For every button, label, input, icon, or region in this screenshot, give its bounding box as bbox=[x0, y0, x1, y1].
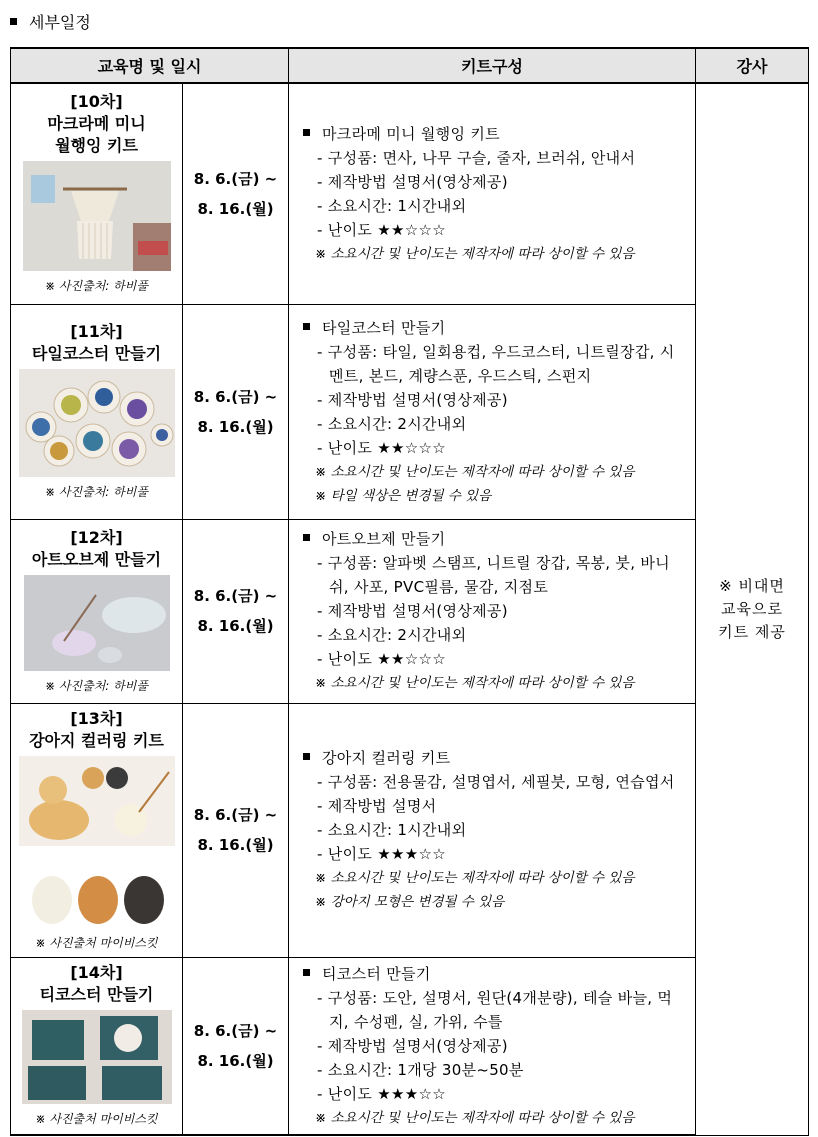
kit-item: - 소요시간: 1개당 30분~50분 bbox=[317, 1060, 524, 1079]
photo-credit: ※ 사진출처 마이비스킷 bbox=[35, 935, 158, 950]
name-cell bbox=[11, 83, 183, 304]
kit-note: ※ 소요시간 및 난이도는 제작자에 따라 상이할 수 있음 bbox=[315, 870, 635, 886]
date-end: 8. 16.(월) bbox=[197, 199, 274, 218]
table-header-row bbox=[11, 48, 809, 83]
header-kit: 키트구성 bbox=[289, 48, 696, 83]
date-start: 8. 6.(금) ~ bbox=[193, 587, 278, 605]
date-cell bbox=[183, 957, 289, 1135]
table-row bbox=[11, 957, 809, 1135]
square-bullet-icon bbox=[303, 129, 310, 136]
instructor-cell bbox=[696, 83, 809, 1135]
kit-item: - 소요시간: 1시간내외 bbox=[317, 821, 467, 839]
kit-item: - 난이도 ★★☆☆☆ bbox=[317, 220, 446, 239]
photo-credit: ※ 사진출처: 하비풀 bbox=[45, 485, 148, 499]
course-name-line: 마크라메 미니 bbox=[47, 114, 146, 134]
name-cell bbox=[11, 304, 183, 519]
kit-cell bbox=[289, 519, 696, 703]
session-label: [10차] bbox=[70, 92, 123, 112]
kit-item: - 난이도 ★★☆☆☆ bbox=[317, 650, 446, 668]
kit-cell bbox=[289, 83, 696, 304]
kit-item: - 구성품: 면사, 나무 구슬, 줄자, 브러쉬, 안내서 bbox=[317, 148, 636, 167]
kit-title: 타일코스터 만들기 bbox=[303, 316, 689, 340]
art-objet-photo bbox=[24, 575, 170, 671]
square-bullet-icon bbox=[303, 969, 310, 976]
tile-coaster-photo bbox=[19, 369, 175, 477]
session-label: [14차] bbox=[70, 963, 123, 983]
instructor-line: ※ 비대면 bbox=[719, 576, 785, 595]
kit-item: - 제작방법 설명서(영상제공) bbox=[317, 1036, 508, 1055]
course-name-line: 월행잉 키트 bbox=[55, 136, 138, 156]
puppy-figures-photo bbox=[24, 854, 170, 928]
kit-item: - 제작방법 설명서(영상제공) bbox=[317, 390, 508, 409]
schedule-table bbox=[10, 47, 809, 1136]
kit-cell bbox=[289, 703, 696, 957]
course-name-line: 강아지 컬러링 키트 bbox=[29, 730, 164, 750]
session-label: [11차] bbox=[70, 322, 123, 341]
kit-item: - 제작방법 설명서 bbox=[317, 797, 437, 815]
puppy-coloring-photo bbox=[19, 756, 175, 846]
date-cell bbox=[183, 519, 289, 703]
date-end: 8. 16.(월) bbox=[197, 1051, 274, 1070]
kit-title: 강아지 컬러링 키트 bbox=[303, 746, 689, 770]
photo-credit: ※ 사진출처 마이비스킷 bbox=[35, 1112, 158, 1127]
instructor-line: 교육으로 bbox=[721, 599, 783, 618]
kit-item: - 구성품: 도안, 설명서, 원단(4개분량), 테슬 바늘, 먹지, 수성펜, 실, 가위, 수틀 bbox=[317, 988, 673, 1031]
square-bullet-icon bbox=[303, 323, 310, 330]
kit-title: 아트오브제 만들기 bbox=[303, 527, 689, 551]
date-cell bbox=[183, 83, 289, 304]
kit-note: ※ 소요시간 및 난이도는 제작자에 따라 상이할 수 있음 bbox=[315, 245, 635, 262]
kit-item: - 구성품: 타일, 일회용컵, 우드코스터, 니트릴장갑, 시멘트, 본드, 계량스푼, 우드스틱, 스펀지 bbox=[317, 342, 675, 385]
kit-item: - 난이도 ★★★☆☆ bbox=[317, 845, 446, 863]
kit-item: - 소요시간: 1시간내외 bbox=[317, 196, 467, 215]
kit-note: ※ 소요시간 및 난이도는 제작자에 따라 상이할 수 있음 bbox=[315, 675, 635, 691]
name-cell bbox=[11, 703, 183, 957]
kit-item: - 소요시간: 2시간내외 bbox=[317, 626, 467, 644]
kit-note: ※ 타일 색상은 변경될 수 있음 bbox=[315, 487, 492, 504]
kit-title: 마크라메 미니 월행잉 키트 bbox=[303, 122, 689, 146]
table-row bbox=[11, 304, 809, 519]
macrame-photo bbox=[23, 161, 171, 271]
date-end: 8. 16.(월) bbox=[197, 836, 274, 854]
date-cell bbox=[183, 703, 289, 957]
kit-item: - 제작방법 설명서(영상제공) bbox=[317, 172, 508, 191]
session-label: [13차] bbox=[70, 708, 123, 728]
kit-item: - 구성품: 알파벳 스탬프, 니트릴 장갑, 목봉, 붓, 바니쉬, 사포, PVC필름, 물감, 지점토 bbox=[317, 554, 670, 596]
name-cell bbox=[11, 957, 183, 1135]
date-end: 8. 16.(월) bbox=[197, 617, 274, 635]
section-heading-text: 세부일정 bbox=[29, 13, 91, 32]
kit-title: 티코스터 만들기 bbox=[303, 962, 689, 986]
kit-note: ※ 소요시간 및 난이도는 제작자에 따라 상이할 수 있음 bbox=[315, 463, 635, 480]
section-heading bbox=[10, 10, 91, 33]
course-name-line: 아트오브제 만들기 bbox=[31, 549, 162, 569]
table-row bbox=[11, 83, 809, 304]
header-name-date: 교육명 및 일시 bbox=[11, 48, 289, 83]
tea-coaster-photo bbox=[22, 1010, 172, 1104]
table-row bbox=[11, 519, 809, 703]
photo-credit: ※ 사진출처: 하비풀 bbox=[45, 279, 148, 294]
kit-item: - 제작방법 설명서(영상제공) bbox=[317, 602, 508, 620]
date-start: 8. 6.(금) ~ bbox=[193, 806, 278, 824]
kit-item: - 난이도 ★★☆☆☆ bbox=[317, 438, 446, 457]
date-start: 8. 6.(금) ~ bbox=[193, 387, 278, 406]
instructor-line: 키트 제공 bbox=[718, 622, 786, 641]
kit-note: ※ 강아지 모형은 변경될 수 있음 bbox=[315, 894, 505, 910]
kit-item: - 구성품: 전용물감, 설명엽서, 세필붓, 모형, 연습엽서 bbox=[317, 773, 675, 791]
table-row bbox=[11, 703, 809, 957]
date-end: 8. 16.(월) bbox=[197, 417, 274, 436]
session-label: [12차] bbox=[70, 527, 123, 547]
kit-item: - 소요시간: 2시간내외 bbox=[317, 414, 467, 433]
kit-item: - 난이도 ★★★☆☆ bbox=[317, 1084, 446, 1103]
date-cell bbox=[183, 304, 289, 519]
kit-cell bbox=[289, 304, 696, 519]
square-bullet-icon bbox=[303, 534, 310, 541]
photo-credit: ※ 사진출처: 하비풀 bbox=[45, 678, 148, 693]
square-bullet-icon bbox=[303, 753, 310, 760]
course-name-line: 타일코스터 만들기 bbox=[31, 344, 162, 363]
header-instructor: 강사 bbox=[696, 48, 809, 83]
course-name-line: 티코스터 만들기 bbox=[39, 985, 154, 1005]
date-start: 8. 6.(금) ~ bbox=[193, 169, 278, 188]
kit-cell bbox=[289, 957, 696, 1135]
kit-note: ※ 소요시간 및 난이도는 제작자에 따라 상이할 수 있음 bbox=[315, 1109, 635, 1126]
name-cell bbox=[11, 519, 183, 703]
square-bullet-icon bbox=[10, 18, 17, 25]
date-start: 8. 6.(금) ~ bbox=[193, 1021, 278, 1040]
